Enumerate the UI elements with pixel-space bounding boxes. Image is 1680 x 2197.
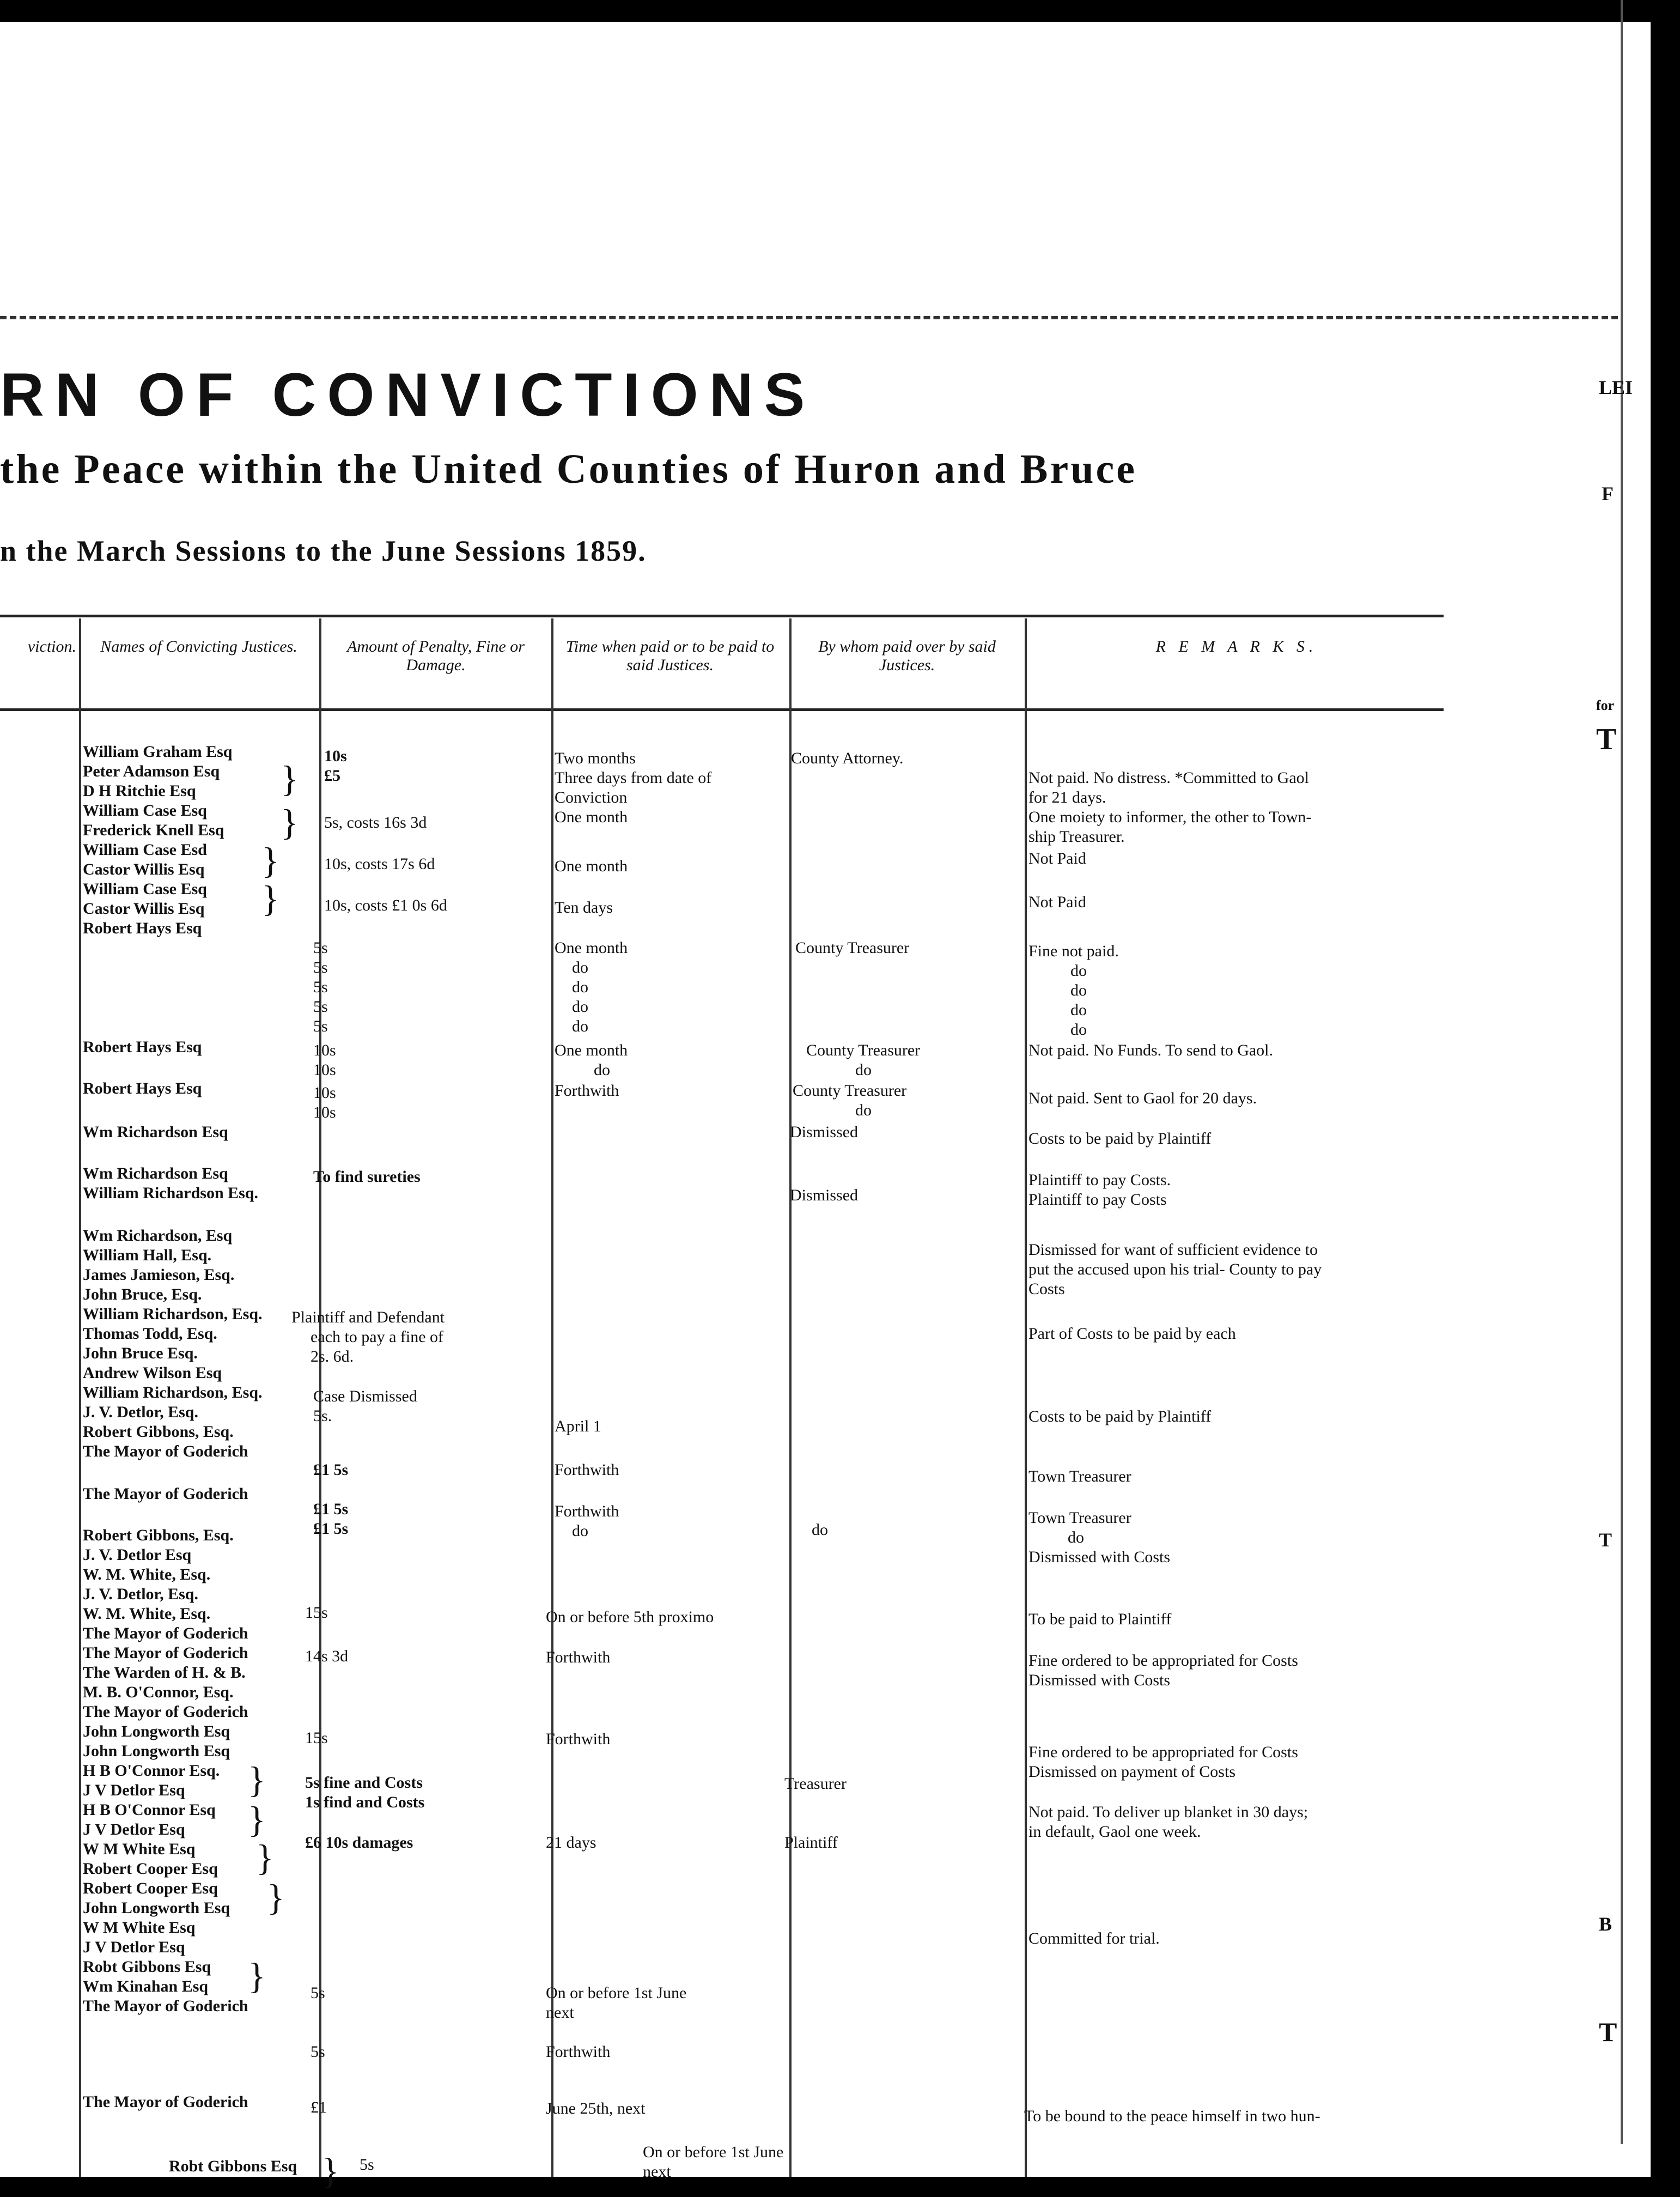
justice-entry: J. V. Detlor, Esq.	[83, 1585, 198, 1603]
justice-entry: Thomas Todd, Esq.	[83, 1325, 217, 1343]
penalty-entry: Case Dismissed	[313, 1387, 417, 1405]
penalty-entry: 5s	[313, 939, 328, 957]
scan-edge-bottom	[0, 2177, 1680, 2197]
penalty-entry: 5s, costs 16s 3d	[324, 814, 427, 832]
header-penalty: Amount of Penalty, Fine or Damage.	[347, 638, 525, 674]
time-entry: do	[572, 998, 588, 1016]
justice-entry: Wm Richardson Esq	[83, 1164, 228, 1182]
justice-entry: J. V. Detlor, Esq.	[83, 1403, 198, 1421]
justice-entry: John Bruce Esq.	[83, 1344, 198, 1362]
time-entry: next	[643, 2163, 671, 2181]
brace-mark: }	[248, 1759, 266, 1800]
penalty-entry: 5s fine and Costs	[305, 1774, 423, 1792]
penalty-entry: 5s	[313, 1017, 328, 1035]
brace-mark: }	[261, 878, 279, 919]
penalty-entry: 5s.	[313, 1407, 332, 1425]
justice-entry: D H Ritchie Esq	[83, 782, 196, 800]
justice-entry: W. M. White, Esq.	[83, 1605, 211, 1623]
justice-entry: Peter Adamson Esq	[83, 762, 220, 780]
remark-entry: Dismissed with Costs	[1028, 1548, 1171, 1566]
time-entry: One month	[555, 808, 628, 826]
brace-mark: }	[267, 1877, 285, 1918]
justice-entry: H B O'Connor Esq	[83, 1801, 216, 1819]
remark-entry: for 21 days.	[1028, 788, 1106, 806]
remark-entry: Costs	[1028, 1280, 1065, 1298]
time-entry: On or before 1st June	[546, 1984, 687, 2002]
time-entry: June 25th, next	[546, 2099, 646, 2117]
paid-by-entry: Dismissed	[790, 1186, 859, 1204]
justice-entry: Robert Gibbons, Esq.	[83, 1526, 234, 1544]
time-entry: One month	[555, 857, 628, 875]
header-justices: Names of Convicting Justices.	[100, 638, 297, 656]
remark-entry: Fine not paid.	[1028, 942, 1119, 960]
justice-entry: The Mayor of Goderich	[83, 1703, 248, 1721]
paid-by-entry: County Treasurer	[806, 1041, 921, 1059]
brace-mark: }	[281, 802, 299, 843]
remark-entry: Plaintiff to pay Costs	[1028, 1191, 1167, 1209]
brace-mark: }	[261, 840, 279, 881]
remark-entry: Fine ordered to be appropriated for Costs	[1028, 1743, 1298, 1761]
remark-entry: Not Paid	[1028, 893, 1086, 911]
remark-entry: do	[1070, 981, 1087, 999]
justice-entry: The Mayor of Goderich	[83, 1442, 248, 1460]
penalty-entry: 10s	[313, 1061, 336, 1079]
justice-entry: William Graham Esq	[83, 743, 233, 761]
paid-by-entry: Dismissed	[790, 1123, 859, 1141]
header-paid-by: By whom paid over by said Justices.	[818, 638, 996, 674]
scan-edge-top	[0, 0, 1680, 22]
edge-fragment: T	[1599, 2017, 1617, 2047]
justice-entry: J. V. Detlor Esq	[83, 1546, 192, 1564]
remark-entry: Committed for trial.	[1028, 1929, 1160, 1947]
penalty-entry: 10s	[313, 1084, 336, 1102]
time-entry: Ten days	[555, 899, 613, 917]
remark-entry: Costs to be paid by Plaintiff	[1028, 1407, 1212, 1425]
edge-fragment: for	[1596, 697, 1615, 713]
justice-entry: Robert Cooper Esq	[83, 1879, 218, 1897]
time-entry: do	[572, 978, 588, 996]
paid-by-entry: County Attorney.	[791, 749, 904, 767]
header-conviction: viction.	[27, 638, 76, 656]
penalty-entry: 5s	[311, 1984, 325, 2002]
justice-entry: Frederick Knell Esq	[83, 821, 224, 839]
justice-entry: The Warden of H. & B.	[83, 1664, 246, 1682]
remark-entry: Not paid. No distress. *Committed to Gaol	[1028, 769, 1309, 787]
justice-entry: Robt Gibbons Esq	[169, 2157, 297, 2175]
time-entry: Forthwith	[555, 1502, 619, 1520]
penalty-entry: Plaintiff and Defendant	[291, 1308, 445, 1326]
paid-by-entry: Treasurer	[784, 1775, 847, 1793]
paid-by-entry: do	[855, 1061, 872, 1079]
document-title: RN OF CONVICTIONS	[0, 361, 816, 429]
remark-entry: Plaintiff to pay Costs.	[1028, 1171, 1171, 1189]
justice-entry: John Longworth Esq	[83, 1742, 230, 1760]
penalty-entry: 2s. 6d.	[311, 1348, 354, 1365]
column-divider	[79, 618, 81, 2177]
justice-entry: W M White Esq	[83, 1919, 196, 1937]
justice-entry: Wm Richardson, Esq	[83, 1227, 233, 1245]
justice-entry: John Longworth Esq	[83, 1899, 230, 1917]
penalty-entry: 5s	[313, 958, 328, 976]
justice-entry: M. B. O'Connor, Esq.	[83, 1683, 234, 1701]
justice-entry: Robert Cooper Esq	[83, 1860, 218, 1878]
justice-entry: H B O'Connor Esq.	[83, 1762, 220, 1780]
justice-entry: John Bruce, Esq.	[83, 1285, 202, 1303]
justice-entry: The Mayor of Goderich	[83, 1624, 248, 1642]
penalty-entry: £1 5s	[313, 1520, 349, 1538]
time-entry: Forthwith	[546, 2043, 611, 2061]
justice-entry: William Richardson Esq.	[83, 1184, 259, 1202]
brace-mark: }	[321, 2150, 339, 2192]
justice-entry: Robt Gibbons Esq	[83, 1958, 211, 1976]
justice-entry: William Hall, Esq.	[83, 1246, 212, 1264]
time-entry: Forthwith	[555, 1461, 619, 1479]
remark-entry: Not Paid	[1028, 849, 1086, 867]
paid-by-entry: do	[812, 1521, 828, 1539]
time-entry: One month	[555, 939, 628, 957]
penalty-entry: 10s, costs £1 0s 6d	[324, 896, 447, 914]
remark-entry: To be paid to Plaintiff	[1028, 1610, 1172, 1628]
penalty-entry: 14s 3d	[305, 1647, 349, 1665]
penalty-entry: 5s	[311, 2043, 325, 2061]
penalty-entry: 10s	[313, 1103, 336, 1121]
remark-entry: Costs to be paid by Plaintiff	[1028, 1130, 1212, 1148]
scan-edge-right	[1651, 0, 1680, 2197]
penalty-entry: £1	[311, 2098, 327, 2116]
paid-by-entry: do	[855, 1101, 872, 1119]
remark-entry: One moiety to informer, the other to Town-	[1028, 808, 1312, 826]
time-entry: April 1	[555, 1417, 601, 1435]
penalty-entry: To find sureties	[313, 1168, 421, 1186]
remark-entry: Town Treasurer	[1028, 1509, 1131, 1527]
justice-entry: Robert Hays Esq	[83, 1079, 202, 1097]
remark-entry: Dismissed for want of sufficient evidence to	[1028, 1241, 1318, 1259]
remark-entry: Town Treasurer	[1028, 1467, 1131, 1485]
justice-entry: Wm Kinahan Esq	[83, 1977, 209, 1995]
justice-entry: J V Detlor Esq	[83, 1781, 185, 1799]
remark-entry: do	[1070, 962, 1087, 980]
brace-mark: }	[248, 1955, 266, 1996]
penalty-entry: 5s	[313, 998, 328, 1016]
header-bottom-rule	[0, 708, 1444, 711]
remark-entry: Part of Costs to be paid by each	[1028, 1325, 1236, 1343]
penalty-entry: £1 5s	[313, 1461, 349, 1479]
penalty-entry: 15s	[305, 1729, 328, 1747]
justice-entry: Robert Gibbons, Esq.	[83, 1423, 234, 1441]
time-entry: next	[546, 2004, 574, 2022]
penalty-entry: each to pay a fine of	[311, 1328, 444, 1346]
remark-entry: do	[1070, 1021, 1087, 1039]
table-top-rule	[0, 615, 1444, 617]
time-entry: do	[572, 1017, 588, 1035]
edge-fragment: B	[1599, 1913, 1612, 1935]
page-fold-line	[1621, 0, 1623, 2144]
time-entry: Three days from date of	[555, 769, 712, 787]
penalty-entry: 10s	[324, 747, 347, 765]
edge-fragment: LEI	[1599, 377, 1633, 398]
justice-entry: William Richardson, Esq.	[83, 1383, 263, 1401]
header-time-paid: Time when paid or to be paid to said Justices.	[565, 638, 775, 674]
time-entry: Forthwith	[555, 1082, 619, 1100]
penalty-entry: 10s, costs 17s 6d	[324, 855, 435, 873]
time-entry: 21 days	[546, 1834, 596, 1852]
column-divider	[551, 618, 553, 2177]
remark-entry: ship Treasurer.	[1028, 828, 1125, 846]
justice-entry: J V Detlor Esq	[83, 1938, 185, 1956]
justice-entry: James Jamieson, Esq.	[83, 1266, 235, 1284]
time-entry: One month	[555, 1041, 628, 1059]
justice-entry: Andrew Wilson Esq	[83, 1364, 222, 1382]
justice-entry: Wm Richardson Esq	[83, 1123, 228, 1141]
remark-entry: put the accused upon his trial- County to pay	[1028, 1260, 1322, 1278]
time-entry: do	[594, 1061, 610, 1079]
header-remarks: R E M A R K S.	[1155, 638, 1318, 656]
time-entry: do	[572, 1522, 588, 1540]
remark-entry: Not paid. Sent to Gaol for 20 days.	[1028, 1089, 1257, 1107]
remark-entry: To be bound to the peace himself in two hun-	[1024, 2107, 1320, 2125]
remark-entry: Dismissed with Costs	[1028, 1671, 1171, 1689]
edge-fragment: T	[1596, 723, 1617, 756]
brace-mark: }	[256, 1837, 274, 1878]
remark-entry: Fine ordered to be appropriated for Costs	[1028, 1652, 1298, 1670]
column-divider	[1025, 618, 1027, 2177]
justice-entry: The Mayor of Goderich	[83, 1644, 248, 1662]
paid-by-entry: County Treasurer	[793, 1082, 907, 1100]
brace-mark: }	[248, 1799, 266, 1840]
justice-entry: Castor Willis Esq	[83, 860, 205, 878]
paid-by-entry: County Treasurer	[795, 939, 910, 957]
justice-entry: John Longworth Esq	[83, 1722, 230, 1740]
time-entry: On or before 5th proximo	[546, 1608, 714, 1626]
remark-entry: in default, Gaol one week.	[1028, 1823, 1201, 1841]
justice-entry: William Case Esd	[83, 841, 207, 859]
time-entry: Forthwith	[546, 1648, 611, 1666]
paid-by-entry: Plaintiff	[784, 1834, 838, 1852]
time-entry: do	[572, 958, 588, 976]
penalty-entry: 5s	[313, 978, 328, 996]
justice-entry: The Mayor of Goderich	[83, 2093, 248, 2111]
justice-entry: William Richardson, Esq.	[83, 1305, 263, 1323]
justice-entry: Robert Hays Esq	[83, 1038, 202, 1056]
time-entry: Two months	[555, 749, 636, 767]
penalty-entry: 1s find and Costs	[305, 1793, 425, 1811]
time-entry: On or before 1st June	[643, 2143, 784, 2161]
penalty-entry: £6 10s damages	[305, 1834, 413, 1852]
justice-entry: W M White Esq	[83, 1840, 196, 1858]
penalty-entry: 15s	[305, 1604, 328, 1622]
time-entry: Forthwith	[546, 1730, 611, 1748]
penalty-entry: 5s	[360, 2156, 374, 2174]
document-subtitle: the Peace within the United Counties of Huron and Bruce	[0, 446, 1137, 492]
penalty-entry: £1 5s	[313, 1500, 349, 1518]
justice-entry: The Mayor of Goderich	[83, 1997, 248, 2015]
justice-entry: W. M. White, Esq.	[83, 1565, 211, 1583]
column-divider	[789, 618, 792, 2177]
justice-entry: The Mayor of Goderich	[83, 1485, 248, 1503]
document-period: n the March Sessions to the June Sessions 1859.	[0, 535, 647, 567]
penalty-entry: 10s	[313, 1041, 336, 1059]
justice-entry: Castor Willis Esq	[83, 900, 205, 918]
justice-entry: William Case Esq	[83, 802, 207, 820]
justice-entry: J V Detlor Esq	[83, 1820, 185, 1838]
time-entry: Conviction	[555, 788, 628, 806]
remark-entry: do	[1070, 1001, 1087, 1019]
justice-entry: William Case Esq	[83, 880, 207, 898]
remark-entry: Not paid. No Funds. To send to Gaol.	[1028, 1041, 1274, 1059]
edge-fragment: T	[1599, 1529, 1612, 1551]
remark-entry: Dismissed on payment of Costs	[1028, 1763, 1235, 1781]
edge-fragment: F	[1602, 483, 1614, 505]
penalty-entry: £5	[324, 767, 340, 785]
brace-mark: }	[281, 758, 299, 799]
justice-entry: Robert Hays Esq	[83, 919, 202, 937]
dashed-divider-top	[0, 316, 1618, 319]
remark-entry: do	[1068, 1528, 1084, 1546]
remark-entry: Not paid. To deliver up blanket in 30 days;	[1028, 1803, 1308, 1821]
